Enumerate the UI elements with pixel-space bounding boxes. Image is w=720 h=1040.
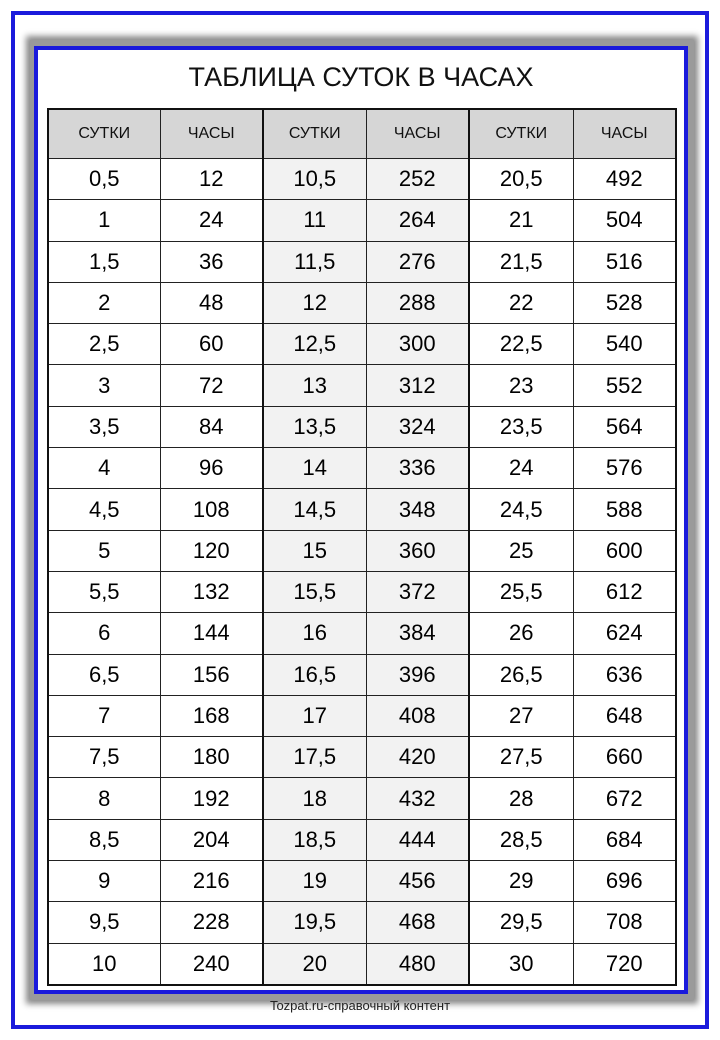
table-cell: 216: [160, 861, 263, 902]
table-cell: 504: [573, 200, 676, 241]
table-row: [48, 241, 676, 282]
table-cell: 96: [160, 448, 263, 489]
table-row: [48, 448, 676, 489]
table-cell: 2: [48, 282, 160, 323]
table-cell: 23: [469, 365, 573, 406]
table-row: [48, 159, 676, 200]
table-cell: 3,5: [48, 406, 160, 447]
table-cell: 1: [48, 200, 160, 241]
table-cell: 720: [573, 943, 676, 985]
table-cell: 600: [573, 530, 676, 571]
table-cell: 6,5: [48, 654, 160, 695]
table-cell: 432: [366, 778, 469, 819]
table-cell: 84: [160, 406, 263, 447]
table-cell: 18,5: [263, 819, 366, 860]
table-cell: 252: [366, 159, 469, 200]
conversion-table-wrap: [47, 108, 675, 986]
table-cell: 108: [160, 489, 263, 530]
table-cell: 19,5: [263, 902, 366, 943]
table-cell: 312: [366, 365, 469, 406]
table-cell: 11: [263, 200, 366, 241]
table-row: [48, 943, 676, 985]
table-cell: 2,5: [48, 324, 160, 365]
table-cell: 276: [366, 241, 469, 282]
table-cell: 348: [366, 489, 469, 530]
table-cell: 528: [573, 282, 676, 323]
table-cell: 696: [573, 861, 676, 902]
table-cell: 456: [366, 861, 469, 902]
table-cell: 9,5: [48, 902, 160, 943]
table-cell: 17,5: [263, 737, 366, 778]
table-row: [48, 530, 676, 571]
table-cell: 5: [48, 530, 160, 571]
table-cell: 7,5: [48, 737, 160, 778]
table-row: [48, 778, 676, 819]
table-cell: 23,5: [469, 406, 573, 447]
table-cell: 26: [469, 613, 573, 654]
table-cell: 588: [573, 489, 676, 530]
table-cell: 10: [48, 943, 160, 985]
table-row: [48, 654, 676, 695]
table-cell: 27: [469, 695, 573, 736]
table-cell: 648: [573, 695, 676, 736]
table-cell: 372: [366, 571, 469, 612]
table-cell: 60: [160, 324, 263, 365]
table-cell: 3: [48, 365, 160, 406]
table-cell: 17: [263, 695, 366, 736]
table-cell: 120: [160, 530, 263, 571]
table-row: [48, 861, 676, 902]
table-cell: 552: [573, 365, 676, 406]
table-cell: 660: [573, 737, 676, 778]
table-cell: 204: [160, 819, 263, 860]
table-cell: 240: [160, 943, 263, 985]
header-cell: ЧАСЫ: [160, 109, 263, 159]
table-cell: 13,5: [263, 406, 366, 447]
table-cell: 192: [160, 778, 263, 819]
table-cell: 168: [160, 695, 263, 736]
table-cell: 12: [160, 159, 263, 200]
table-cell: 27,5: [469, 737, 573, 778]
table-cell: 29: [469, 861, 573, 902]
table-cell: 22: [469, 282, 573, 323]
table-cell: 636: [573, 654, 676, 695]
table-cell: 408: [366, 695, 469, 736]
page-title: ТАБЛИЦА СУТОК В ЧАСАХ: [188, 62, 534, 92]
table-cell: 612: [573, 571, 676, 612]
table-cell: 9: [48, 861, 160, 902]
table-cell: 468: [366, 902, 469, 943]
table-cell: 30: [469, 943, 573, 985]
table-cell: 24,5: [469, 489, 573, 530]
table-row: [48, 695, 676, 736]
table-cell: 13: [263, 365, 366, 406]
table-cell: 1,5: [48, 241, 160, 282]
table-cell: 28,5: [469, 819, 573, 860]
table-cell: 15: [263, 530, 366, 571]
table-cell: 26,5: [469, 654, 573, 695]
table-cell: 24: [469, 448, 573, 489]
table-cell: 16: [263, 613, 366, 654]
table-cell: 444: [366, 819, 469, 860]
table-cell: 20,5: [469, 159, 573, 200]
table-cell: 0,5: [48, 159, 160, 200]
table-cell: 144: [160, 613, 263, 654]
table-cell: 20: [263, 943, 366, 985]
table-body: [48, 159, 676, 985]
table-cell: 24: [160, 200, 263, 241]
table-cell: 156: [160, 654, 263, 695]
table-cell: 480: [366, 943, 469, 985]
table-cell: 6: [48, 613, 160, 654]
table-cell: 72: [160, 365, 263, 406]
table-row: [48, 902, 676, 943]
table-cell: 15,5: [263, 571, 366, 612]
table-cell: 360: [366, 530, 469, 571]
table-cell: 288: [366, 282, 469, 323]
table-row: [48, 737, 676, 778]
table-cell: 48: [160, 282, 263, 323]
table-cell: 492: [573, 159, 676, 200]
table-cell: 132: [160, 571, 263, 612]
table-cell: 19: [263, 861, 366, 902]
table-row: [48, 365, 676, 406]
table-cell: 228: [160, 902, 263, 943]
table-cell: 396: [366, 654, 469, 695]
table-row: [48, 571, 676, 612]
table-cell: 540: [573, 324, 676, 365]
inner-frame: [34, 46, 688, 994]
table-cell: 708: [573, 902, 676, 943]
table-cell: 12,5: [263, 324, 366, 365]
footer-credit: Tozpat.ru-справочный контент: [269, 998, 451, 1013]
table-row: [48, 406, 676, 447]
table-cell: 516: [573, 241, 676, 282]
table-cell: 21,5: [469, 241, 573, 282]
header-cell: СУТКИ: [263, 109, 366, 159]
table-cell: 384: [366, 613, 469, 654]
table-cell: 8: [48, 778, 160, 819]
table-cell: 624: [573, 613, 676, 654]
table-cell: 180: [160, 737, 263, 778]
table-cell: 8,5: [48, 819, 160, 860]
table-cell: 264: [366, 200, 469, 241]
table-row: [48, 324, 676, 365]
table-cell: 18: [263, 778, 366, 819]
table-cell: 300: [366, 324, 469, 365]
table-cell: 420: [366, 737, 469, 778]
header-cell: ЧАСЫ: [573, 109, 676, 159]
table-cell: 14: [263, 448, 366, 489]
table-cell: 4: [48, 448, 160, 489]
table-cell: 36: [160, 241, 263, 282]
table-cell: 12: [263, 282, 366, 323]
header-cell: СУТКИ: [469, 109, 573, 159]
table-cell: 25: [469, 530, 573, 571]
table-cell: 11,5: [263, 241, 366, 282]
table-cell: 14,5: [263, 489, 366, 530]
table-cell: 16,5: [263, 654, 366, 695]
table-cell: 684: [573, 819, 676, 860]
table-cell: 21: [469, 200, 573, 241]
conversion-table: [47, 108, 677, 986]
table-cell: 672: [573, 778, 676, 819]
table-header-row: [48, 109, 676, 159]
table-cell: 7: [48, 695, 160, 736]
table-cell: 576: [573, 448, 676, 489]
header-cell: СУТКИ: [48, 109, 160, 159]
header-cell: ЧАСЫ: [366, 109, 469, 159]
table-cell: 28: [469, 778, 573, 819]
table-cell: 22,5: [469, 324, 573, 365]
table-cell: 25,5: [469, 571, 573, 612]
table-cell: 5,5: [48, 571, 160, 612]
table-cell: 564: [573, 406, 676, 447]
table-cell: 324: [366, 406, 469, 447]
table-cell: 4,5: [48, 489, 160, 530]
table-row: [48, 282, 676, 323]
table-row: [48, 489, 676, 530]
table-row: [48, 819, 676, 860]
table-cell: 336: [366, 448, 469, 489]
table-cell: 29,5: [469, 902, 573, 943]
table-row: [48, 200, 676, 241]
table-cell: 10,5: [263, 159, 366, 200]
table-row: [48, 613, 676, 654]
